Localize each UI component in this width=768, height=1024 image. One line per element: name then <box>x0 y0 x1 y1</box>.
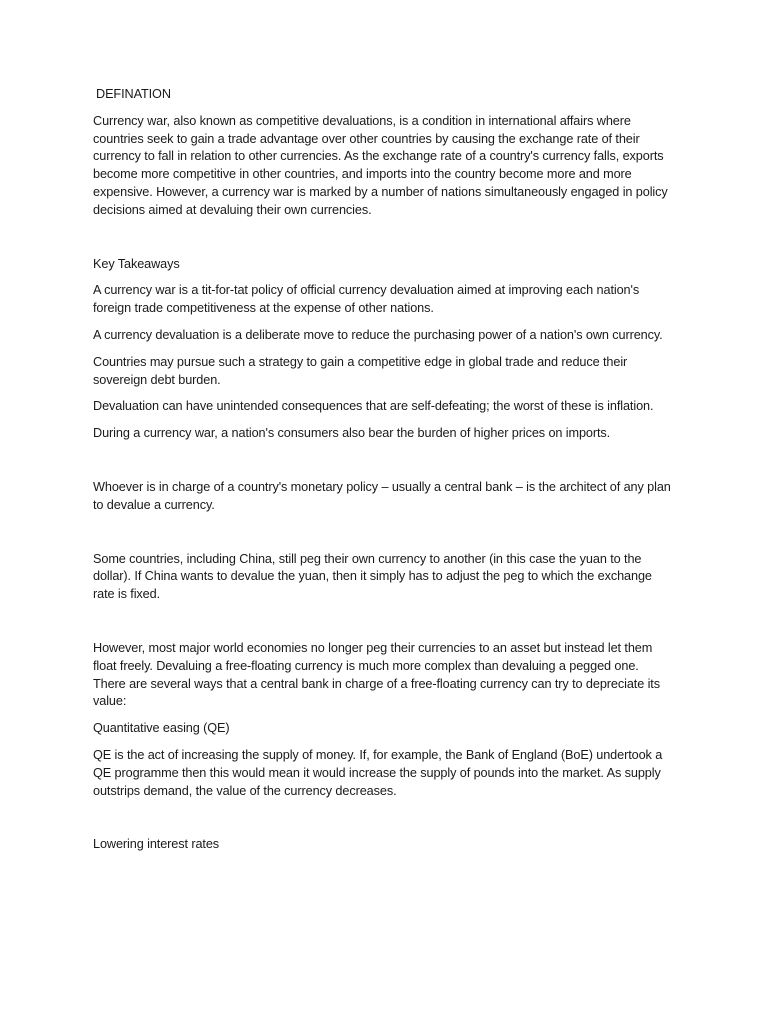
paragraph-free-floating: However, most major world economies no longer peg their currencies to an asset but instead let them float freely. Devaluing a free-floating currency is much more complex than devaluing a pegged one. There are several ways that a central bank in charge of a free-floating currency can try to depreciate its value: <box>93 640 660 709</box>
paragraph-qe: QE is the act of increasing the supply of money. If, for example, the Bank of England (BoE) undertook a QE programme then this would mean it would increase the supply of pounds into the market. As supply outstrips demand, the value of the currency decreases. <box>93 747 663 798</box>
paragraph-monetary-policy: Whoever is in charge of a country's monetary policy – usually a central bank – is the architect of any plan to devalue a currency. <box>93 479 671 512</box>
takeaway-item: A currency devaluation is a deliberate move to reduce the purchasing power of a nation's own currency. <box>93 327 663 342</box>
document-body <box>93 86 673 854</box>
subheading-key-takeaways: Key Takeaways <box>93 256 180 271</box>
takeaway-item: Devaluation can have unintended consequences that are self-defeating; the worst of these is inflation. <box>93 399 654 414</box>
takeaway-item: During a currency war, a nation's consumers also bear the burden of higher prices on imports. <box>93 426 611 441</box>
takeaway-item: A currency war is a tit-for-tat policy of official currency devaluation aimed at improving each nation's foreign trade competitiveness at the expense of other nations. <box>93 283 640 316</box>
takeaway-item: Countries may pursue such a strategy to gain a competitive edge in global trade and reduce their sovereign debt burden. <box>93 354 628 387</box>
subheading-interest-rates: Lowering interest rates <box>93 837 220 852</box>
paragraph-currency-peg: Some countries, including China, still peg their own currency to another (in this case the yuan to the dollar). If China wants to devalue the yuan, then it simply has to adjust the peg to which the exchange rate is fixed. <box>93 551 652 602</box>
heading-definition: DEFINATION <box>96 87 171 101</box>
subheading-quantitative-easing: Quantitative easing (QE) <box>93 721 230 736</box>
paragraph-definition: Currency war, also known as competitive devaluations, is a condition in international affairs where countries seek to gain a trade advantage over other countries by causing the exchange rate of their currency to fall in relation to other currencies. As the exchange rate of a country's currency falls, exports become more competitive in other countries, and imports into the country become more and more expensive. However, a currency war is marked by a number of nations simultaneously engaged in policy decisions aimed at devaluing their own currencies. <box>93 113 668 217</box>
